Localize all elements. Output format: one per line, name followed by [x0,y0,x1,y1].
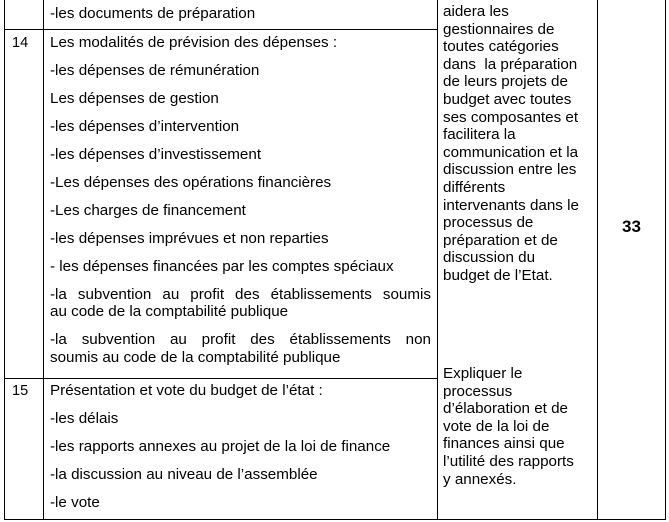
objective-line: gestionnaires de [443,20,555,38]
objective-line: dans la préparation [443,55,578,73]
list-item: -les rapports annexes au projet de la loi de finance [50,438,391,455]
objective-line: Expliquer le [443,365,523,382]
table-border-bottom [4,519,666,520]
content-line: -les documents de préparation [50,5,256,22]
list-item: -les dépenses de rémunération [50,62,260,79]
list-item-line: soumis au code de la comptabilité publique [50,349,341,366]
list-item: -les dépenses d’intervention [50,118,240,135]
objective-line: vote de la loi de [443,417,550,435]
row-title-14: Les modalités de prévision des dépenses : [50,34,338,51]
list-item: Les dépenses de gestion [50,90,219,107]
column-divider-objectives [597,0,598,520]
list-item: - les dépenses financées par les comptes spéciaux [50,258,394,275]
list-item: -Les charges de financement [50,202,246,219]
list-item: -les délais [50,410,119,427]
objective-line: discussion du [443,249,536,267]
objective-line: préparation et de [443,231,558,249]
objective-line: discussion entre les [443,161,577,179]
row-divider-15 [4,378,438,379]
list-item: -les dépenses d’investissement [50,146,262,163]
objective-text-2 [443,365,595,488]
objective-line: l’utilité des rapports [443,452,574,470]
objective-line: y annexés. [443,470,517,488]
list-item: -le vote [50,494,100,511]
objective-line: processus de [443,214,534,232]
list-item: -les dépenses imprévues et non reparties [50,230,329,247]
column-divider-content [437,0,438,520]
list-item-line: au code de la comptabilité publique [50,303,289,320]
objective-line: processus [443,382,513,400]
objective-line: finances ainsi que [443,435,565,453]
objective-line: communication et la [443,143,579,161]
objective-line: budget avec toutes [443,90,572,108]
objective-line: ses composantes et [443,108,579,126]
objective-line: intervenants dans le [443,196,579,214]
row-number-14: 14 [12,35,29,51]
objective-line: différents [443,178,506,196]
objective-line: facilitera la [443,126,516,144]
objective-line: aidera les [443,3,509,20]
objective-line: budget de l’Etat. [443,266,553,284]
objective-line: toutes catégories [443,38,559,56]
list-item: -Les dépenses des opérations financières [50,174,332,191]
list-item-line: -la subvention au profit des établissements soumis [50,286,431,303]
objective-line: de leurs projets de [443,73,568,91]
list-item: -la discussion au niveau de l’assemblée [50,466,318,483]
objective-line: d’élaboration et de [443,400,568,418]
table-border-right [665,0,666,520]
objective-text-1 [443,3,595,285]
row-number-15: 15 [12,383,29,399]
hours-count: 33 [622,217,641,236]
list-item-line: -la subvention au profit des établissements non [50,331,431,348]
row-title-15: Présentation et vote du budget de l’état : [50,382,323,399]
table-border-left [4,0,5,520]
column-divider-number [43,0,44,520]
row-divider-14 [4,29,438,30]
